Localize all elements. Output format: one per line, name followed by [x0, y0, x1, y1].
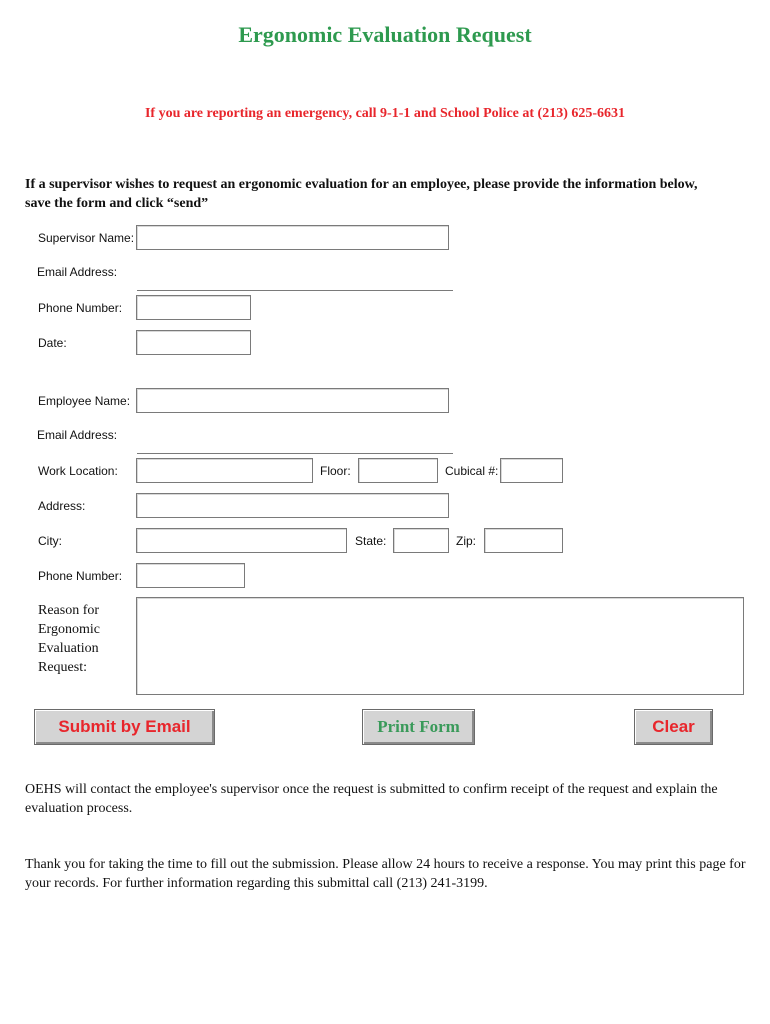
employee-name-input[interactable]: [136, 388, 449, 413]
emergency-notice: If you are reporting an emergency, call 9-1-1 and School Police at (213) 625-6631: [144, 106, 626, 121]
date-input[interactable]: [136, 330, 251, 355]
cubical-input[interactable]: [500, 458, 563, 483]
date-label: Date:: [38, 336, 67, 350]
zip-input[interactable]: [484, 528, 563, 553]
city-label: City:: [38, 534, 62, 548]
address-label: Address:: [38, 499, 86, 513]
employee-name-label: Employee Name:: [38, 394, 131, 408]
zip-label: Zip:: [456, 534, 477, 548]
reason-label: Reason for Ergonomic Evaluation Request:: [38, 603, 100, 675]
submit-by-email-button[interactable]: Submit by Email: [34, 709, 215, 745]
cubical-label: Cubical #:: [445, 464, 499, 478]
floor-label: Floor:: [320, 464, 351, 478]
city-input[interactable]: [136, 528, 347, 553]
employee-email-field[interactable]: [137, 453, 453, 454]
supervisor-name-input[interactable]: [136, 225, 449, 250]
supervisor-email-field[interactable]: [137, 290, 453, 291]
address-input[interactable]: [136, 493, 449, 518]
supervisor-email-label: Email Address:: [37, 265, 118, 279]
floor-input[interactable]: [358, 458, 438, 483]
reason-textarea[interactable]: [136, 597, 744, 695]
state-label: State:: [355, 534, 387, 548]
work-location-label: Work Location:: [38, 464, 118, 478]
thanks-note: Thank you for taking the time to fill out the submission. Please allow 24 hours to receive a response. You may print this page for your records. For further information regarding this submittal call (213) 241-3199.: [25, 857, 746, 891]
clear-button[interactable]: Clear: [634, 709, 713, 745]
employee-phone-input[interactable]: [136, 563, 245, 588]
employee-email-label: Email Address:: [37, 428, 118, 442]
state-input[interactable]: [393, 528, 449, 553]
print-form-button[interactable]: Print Form: [362, 709, 475, 745]
form-instructions: If a supervisor wishes to request an ergonomic evaluation for an employee, please provide the information below, save the form and click “send”: [25, 177, 698, 211]
contact-note: OEHS will contact the employee's supervisor once the request is submitted to confirm receipt of the request and explain the evaluation process.: [25, 782, 718, 816]
supervisor-name-label: Supervisor Name:: [38, 231, 135, 245]
supervisor-phone-input[interactable]: [136, 295, 251, 320]
form-title: Ergonomic Evaluation Request: [238, 22, 532, 47]
employee-phone-label: Phone Number:: [38, 569, 123, 583]
work-location-input[interactable]: [136, 458, 313, 483]
supervisor-phone-label: Phone Number:: [38, 301, 123, 315]
